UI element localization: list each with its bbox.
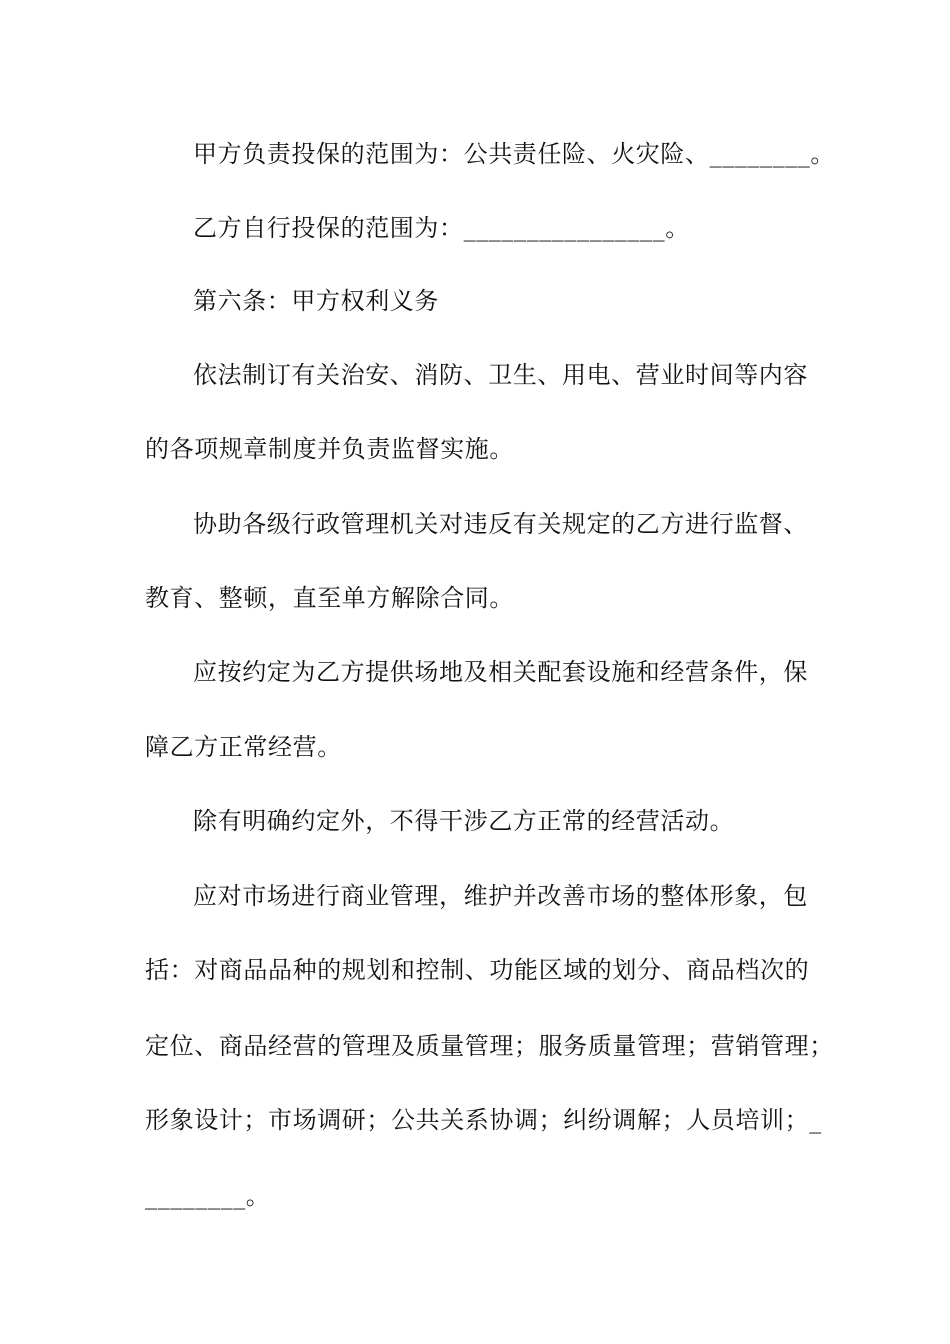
paragraph-management-line-2: 括：对商品品种的规划和控制、功能区域的划分、商品档次的 bbox=[145, 956, 810, 984]
paragraph-provide-line-2: 障乙方正常经营。 bbox=[145, 733, 342, 761]
paragraph-provide-line-1: 应按约定为乙方提供场地及相关配套设施和经营条件，保 bbox=[193, 658, 808, 686]
paragraph-management-line-3: 定位、商品经营的管理及质量管理；服务质量管理；营销管理； bbox=[145, 1032, 834, 1060]
paragraph-insurance-party-a: 甲方负责投保的范围为：公共责任险、火灾险、________。 bbox=[193, 140, 835, 168]
paragraph-no-interference: 除有明确约定外，不得干涉乙方正常的经营活动。 bbox=[193, 807, 735, 835]
paragraph-assist-line-1: 协助各级行政管理机关对违反有关规定的乙方进行监督、 bbox=[193, 510, 808, 538]
paragraph-insurance-party-b: 乙方自行投保的范围为：________________。 bbox=[193, 214, 690, 242]
paragraph-management-line-5: ________。 bbox=[145, 1182, 271, 1210]
paragraph-rules-line-2: 的各项规章制度并负责监督实施。 bbox=[145, 435, 514, 463]
paragraph-rules-line-1: 依法制订有关治安、消防、卫生、用电、营业时间等内容 bbox=[193, 361, 808, 389]
paragraph-management-line-1: 应对市场进行商业管理，维护并改善市场的整体形象，包 bbox=[193, 882, 808, 910]
paragraph-management-line-4: 形象设计；市场调研；公共关系协调；纠纷调解；人员培训；_ bbox=[145, 1106, 822, 1134]
article-six-heading: 第六条：甲方权利义务 bbox=[193, 287, 439, 315]
paragraph-assist-line-2: 教育、整顿，直至单方解除合同。 bbox=[145, 584, 514, 612]
